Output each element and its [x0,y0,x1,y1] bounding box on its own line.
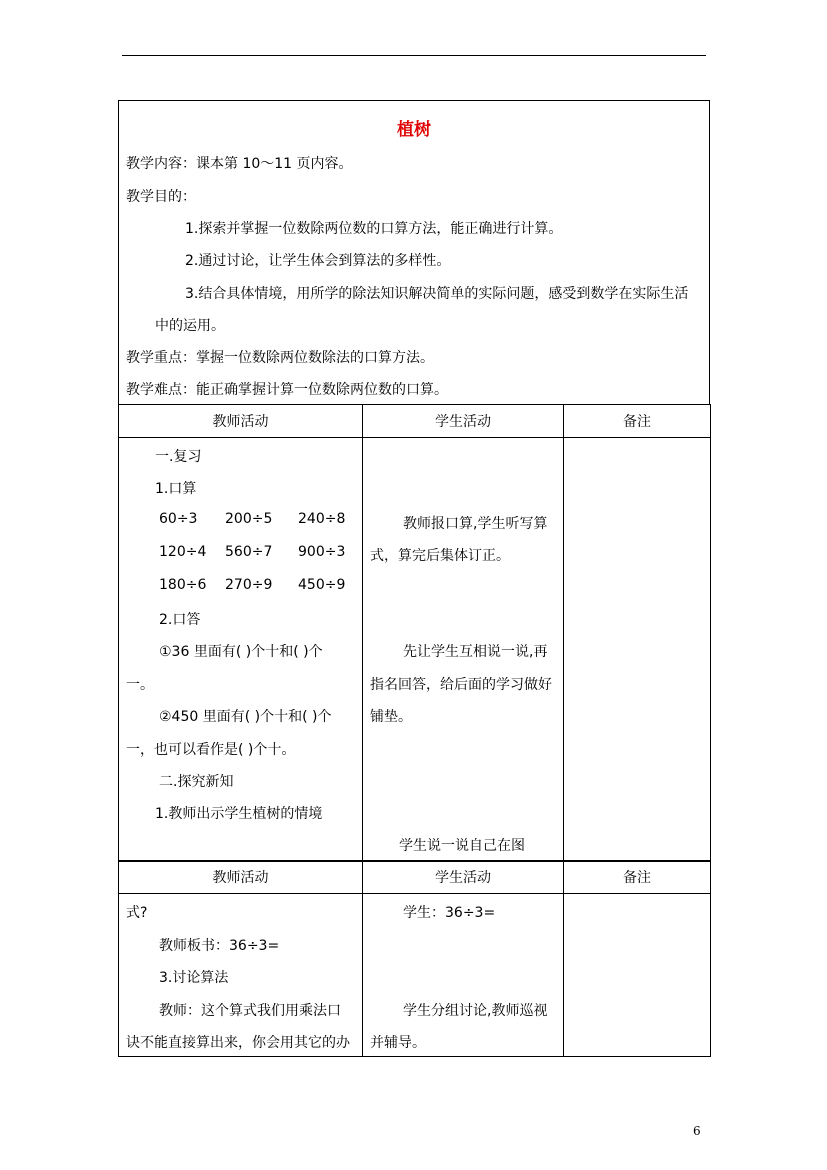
header-teacher: 教师活动 [119,861,363,894]
header-rule [122,55,706,56]
key-point: 教学重点：掌握一位数除两位数除法的口算方法。 [126,350,434,366]
goal-heading: 教学目的： [126,189,196,205]
review-heading: 一.复习 [155,449,202,465]
new-knowledge-heading: 二.探究新知 [159,774,234,790]
student-text: 学生分组讨论,教师巡视 [403,1003,548,1019]
new-knowledge-item: 1.教师出示学生植树的情境 [155,806,323,822]
page-number: 6 [693,1124,701,1138]
question-1-continuation: 一。 [126,677,154,693]
notes-cell [564,894,711,1057]
goal-item: 3.结合具体情境，用所学的除法知识解决简单的实际问题，感受到数学在实际生活 [185,286,689,302]
student-activity-cell [363,894,564,1057]
header-teacher: 教师活动 [119,405,363,438]
question-2: ②450 里面有( )个十和( )个 [159,709,332,725]
teacher-text: 诀不能直接算出来，你会用其它的办 [126,1035,350,1051]
student-text: 学生：36÷3= [403,905,496,921]
activity-table-1 [118,404,711,862]
calc-item: 240÷8 [298,511,346,527]
header-student: 学生活动 [363,861,564,894]
student-text: 教师报口算,学生听写算 [403,516,548,532]
calc-item: 60÷3 [159,511,198,527]
calc-item: 270÷9 [225,577,273,593]
calc-item: 450÷9 [298,577,346,593]
student-text: 先让学生互相说一说,再 [403,644,548,660]
content-line: 教学内容：课本第 10～11 页内容。 [126,156,353,172]
teacher-text: 教师板书：36÷3= [159,938,280,954]
calc-item: 560÷7 [225,544,273,560]
question-1: ①36 里面有( )个十和( )个 [159,644,323,660]
difficulty: 教学难点：能正确掌握计算一位数除两位数的口算。 [126,382,448,398]
calc-item: 120÷4 [159,544,207,560]
table-header-row [119,405,711,438]
goal-item: 1.探索并掌握一位数除两位数的口算方法，能正确进行计算。 [185,221,563,237]
teacher-activity-cell [119,894,363,1057]
student-text: 指名回答，给后面的学习做好 [370,677,552,693]
header-notes: 备注 [564,861,711,894]
table-row [119,438,711,862]
teacher-text: 3.讨论算法 [159,970,229,986]
goal-item: 2.通过讨论，让学生体会到算法的多样性。 [185,253,451,269]
teacher-text: 教师：这个算式我们用乘法口 [159,1003,341,1019]
oral-answer-label: 2.口答 [159,612,201,628]
table-header-row [119,861,711,894]
activity-table-2 [118,860,711,1057]
student-text: 并辅导。 [370,1035,426,1051]
calc-item: 200÷5 [225,511,273,527]
student-text: 铺垫。 [370,709,412,725]
teacher-text: 式? [126,905,148,921]
oral-calc-label: 1.口算 [155,481,197,497]
header-notes: 备注 [564,405,711,438]
student-activity-cell [363,438,564,862]
lesson-intro-box [118,100,710,405]
header-student: 学生活动 [363,405,564,438]
lesson-title: 植树 [397,120,431,140]
table-row [119,894,711,1057]
student-text: 式，算完后集体订正。 [370,548,510,564]
calc-item: 900÷3 [298,544,346,560]
goal-item-continuation: 中的运用。 [155,318,225,334]
teacher-activity-cell [119,438,363,862]
student-text: 学生说一说自己在图 [399,838,525,854]
calc-item: 180÷6 [159,577,207,593]
question-2-continuation: 一，也可以看作是( )个十。 [126,742,296,758]
notes-cell [564,438,711,862]
